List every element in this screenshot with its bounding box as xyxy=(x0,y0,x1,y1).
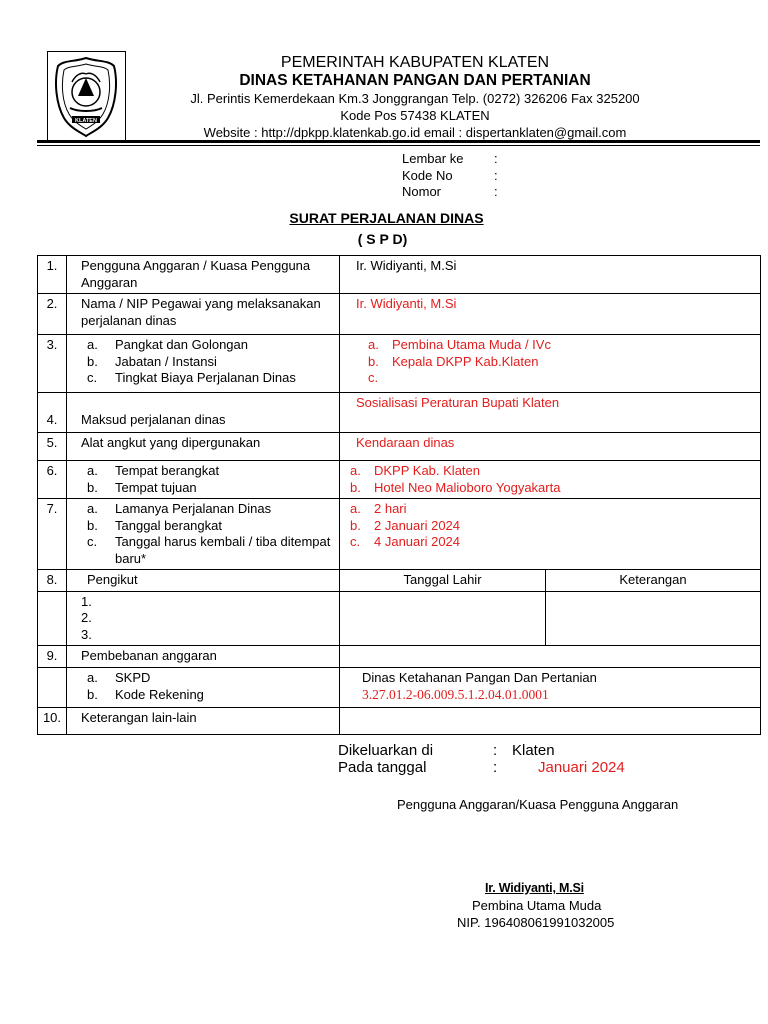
issued-place-label: Dikeluarkan di xyxy=(338,742,434,759)
skpd-value: Dinas Ketahanan Pangan Dan Pertanian xyxy=(362,670,597,685)
empty-cell xyxy=(546,591,761,646)
signature-name: Ir. Widiyanti, M.Si xyxy=(485,881,584,895)
issued-date: Januari 2024 xyxy=(538,759,625,776)
list-item: b. Tanggal berangkat xyxy=(87,517,222,533)
table-row xyxy=(38,591,761,646)
sub-list xyxy=(71,670,335,703)
issued-place: Klaten xyxy=(512,742,555,759)
list-item: b. Kode Rekening xyxy=(87,686,204,702)
column-header-notes: Keterangan xyxy=(546,570,761,592)
list-item: c. 4 Januari 2024 xyxy=(350,534,461,549)
table-row xyxy=(38,646,761,668)
row-number: 1. xyxy=(38,256,67,294)
issued-date-colon: : xyxy=(493,759,498,776)
row-number: 10. xyxy=(38,708,67,735)
row-number: 8. xyxy=(38,570,67,592)
list-item: 1. xyxy=(81,593,92,609)
list-item: 3. xyxy=(81,626,92,642)
list-item: a. DKPP Kab. Klaten xyxy=(350,463,480,478)
list-item: a. Tempat berangkat xyxy=(87,463,220,478)
table-row xyxy=(38,433,761,461)
list-item: b. Jabatan / Instansi xyxy=(87,353,217,369)
sub-list xyxy=(71,463,335,496)
follower-list xyxy=(67,591,340,646)
row-value: Kendaraan dinas xyxy=(340,433,761,461)
table-row xyxy=(38,708,761,735)
row-number: 3. xyxy=(38,335,67,393)
signature-role: Pengguna Anggaran/Kuasa Pengguna Anggaran xyxy=(397,797,679,812)
issued-place-colon: : xyxy=(493,742,498,759)
header-address: Jl. Perintis Kemerdekaan Km.3 Jonggrangan Telp. (0272) 326206 Fax 325200 xyxy=(190,91,640,106)
row-value xyxy=(340,668,761,708)
value-list xyxy=(344,463,756,496)
nomor-label: Nomor xyxy=(402,184,442,199)
row-label xyxy=(67,461,340,499)
list-item: a. Pangkat dan Golongan xyxy=(87,337,248,352)
empty-cell xyxy=(38,591,67,646)
list-item: b. Hotel Neo Malioboro Yogyakarta xyxy=(350,479,561,495)
sub-list xyxy=(71,501,335,567)
row-label xyxy=(67,668,340,708)
table-row xyxy=(38,668,761,708)
row-label: Pengikut xyxy=(67,570,340,592)
row-label xyxy=(67,335,340,393)
header-divider-thick xyxy=(37,140,760,143)
document-title: SURAT PERJALANAN DINAS xyxy=(289,210,484,226)
document-subtitle: ( S P D) xyxy=(357,231,408,247)
row-label: Pengguna Anggaran / Kuasa Pengguna Anggaran xyxy=(67,256,340,294)
row-value xyxy=(340,461,761,499)
rekening-value: 3.27.01.2-06.009.5.1.2.04.01.0001 xyxy=(362,686,549,702)
row-number: 9. xyxy=(38,646,67,668)
row-value xyxy=(340,499,761,570)
signature-nip: NIP. 196408061991032005 xyxy=(457,915,615,930)
signature-rank: Pembina Utama Muda xyxy=(472,898,602,913)
list-item: c. xyxy=(368,370,379,385)
table-row xyxy=(38,499,761,570)
value-list xyxy=(344,337,756,387)
list-item: a. Lamanya Perjalanan Dinas xyxy=(87,501,272,516)
row-label xyxy=(67,499,340,570)
table-row xyxy=(38,461,761,499)
list-item: c. Tanggal harus kembali / tiba ditempat baru* xyxy=(87,534,331,566)
row-number: 5. xyxy=(38,433,67,461)
sub-list xyxy=(71,337,335,387)
klaten-emblem-icon xyxy=(48,52,125,140)
row-value: Ir. Widiyanti, M.Si xyxy=(340,294,761,335)
table-row xyxy=(38,335,761,393)
lembar-label: Lembar ke xyxy=(402,151,464,166)
table-row xyxy=(38,393,761,433)
table-row xyxy=(38,570,761,592)
list-item: b. 2 Januari 2024 xyxy=(350,517,461,533)
value-list xyxy=(344,501,756,551)
kode-colon: : xyxy=(494,168,498,183)
row-value xyxy=(340,335,761,393)
empty-cell xyxy=(340,646,761,668)
empty-cell xyxy=(340,591,546,646)
row-number: 7. xyxy=(38,499,67,570)
kode-label: Kode No xyxy=(402,168,453,183)
table-row xyxy=(38,294,761,335)
header-postcode: Kode Pos 57438 KLATEN xyxy=(340,108,490,123)
header-agency: DINAS KETAHANAN PANGAN DAN PERTANIAN xyxy=(239,72,591,89)
list-item: b. Kepala DKPP Kab.Klaten xyxy=(368,353,539,369)
row-number: 2. xyxy=(38,294,67,335)
row-label: Pembebanan anggaran xyxy=(67,646,340,668)
list-item: 2. xyxy=(81,610,92,625)
issued-date-label: Pada tanggal xyxy=(338,759,427,776)
logo-frame xyxy=(47,51,126,141)
row-value xyxy=(340,708,761,735)
row-label: Keterangan lain-lain xyxy=(67,708,340,735)
list-item: a. SKPD xyxy=(87,670,151,685)
column-header-birthdate: Tanggal Lahir xyxy=(340,570,546,592)
nomor-colon: : xyxy=(494,184,498,199)
table-row xyxy=(38,256,761,294)
row-label: Alat angkut yang dipergunakan xyxy=(67,433,340,461)
row-number: 4. xyxy=(38,393,67,433)
row-value: Ir. Widiyanti, M.Si xyxy=(340,256,761,294)
svg-text:KLATEN: KLATEN xyxy=(75,118,97,124)
spd-table xyxy=(37,255,761,735)
row-label: Maksud perjalanan dinas xyxy=(67,393,340,433)
row-number: 6. xyxy=(38,461,67,499)
row-label: Nama / NIP Pegawai yang melaksanakan perjalanan dinas xyxy=(67,294,340,335)
list-item: a. Pembina Utama Muda / IVc xyxy=(368,337,551,352)
empty-cell xyxy=(38,668,67,708)
header-divider-thin xyxy=(37,145,760,146)
list-item: a. 2 hari xyxy=(350,501,407,516)
list-item: b. Tempat tujuan xyxy=(87,479,197,495)
row-value: Sosialisasi Peraturan Bupati Klaten xyxy=(340,393,761,433)
list-item: c. Tingkat Biaya Perjalanan Dinas xyxy=(87,370,296,385)
header-website: Website : http://dpkpp.klatenkab.go.id email : dispertanklaten@gmail.com xyxy=(203,125,627,140)
header-government: PEMERINTAH KABUPATEN KLATEN xyxy=(280,54,550,71)
lembar-colon: : xyxy=(494,151,498,166)
